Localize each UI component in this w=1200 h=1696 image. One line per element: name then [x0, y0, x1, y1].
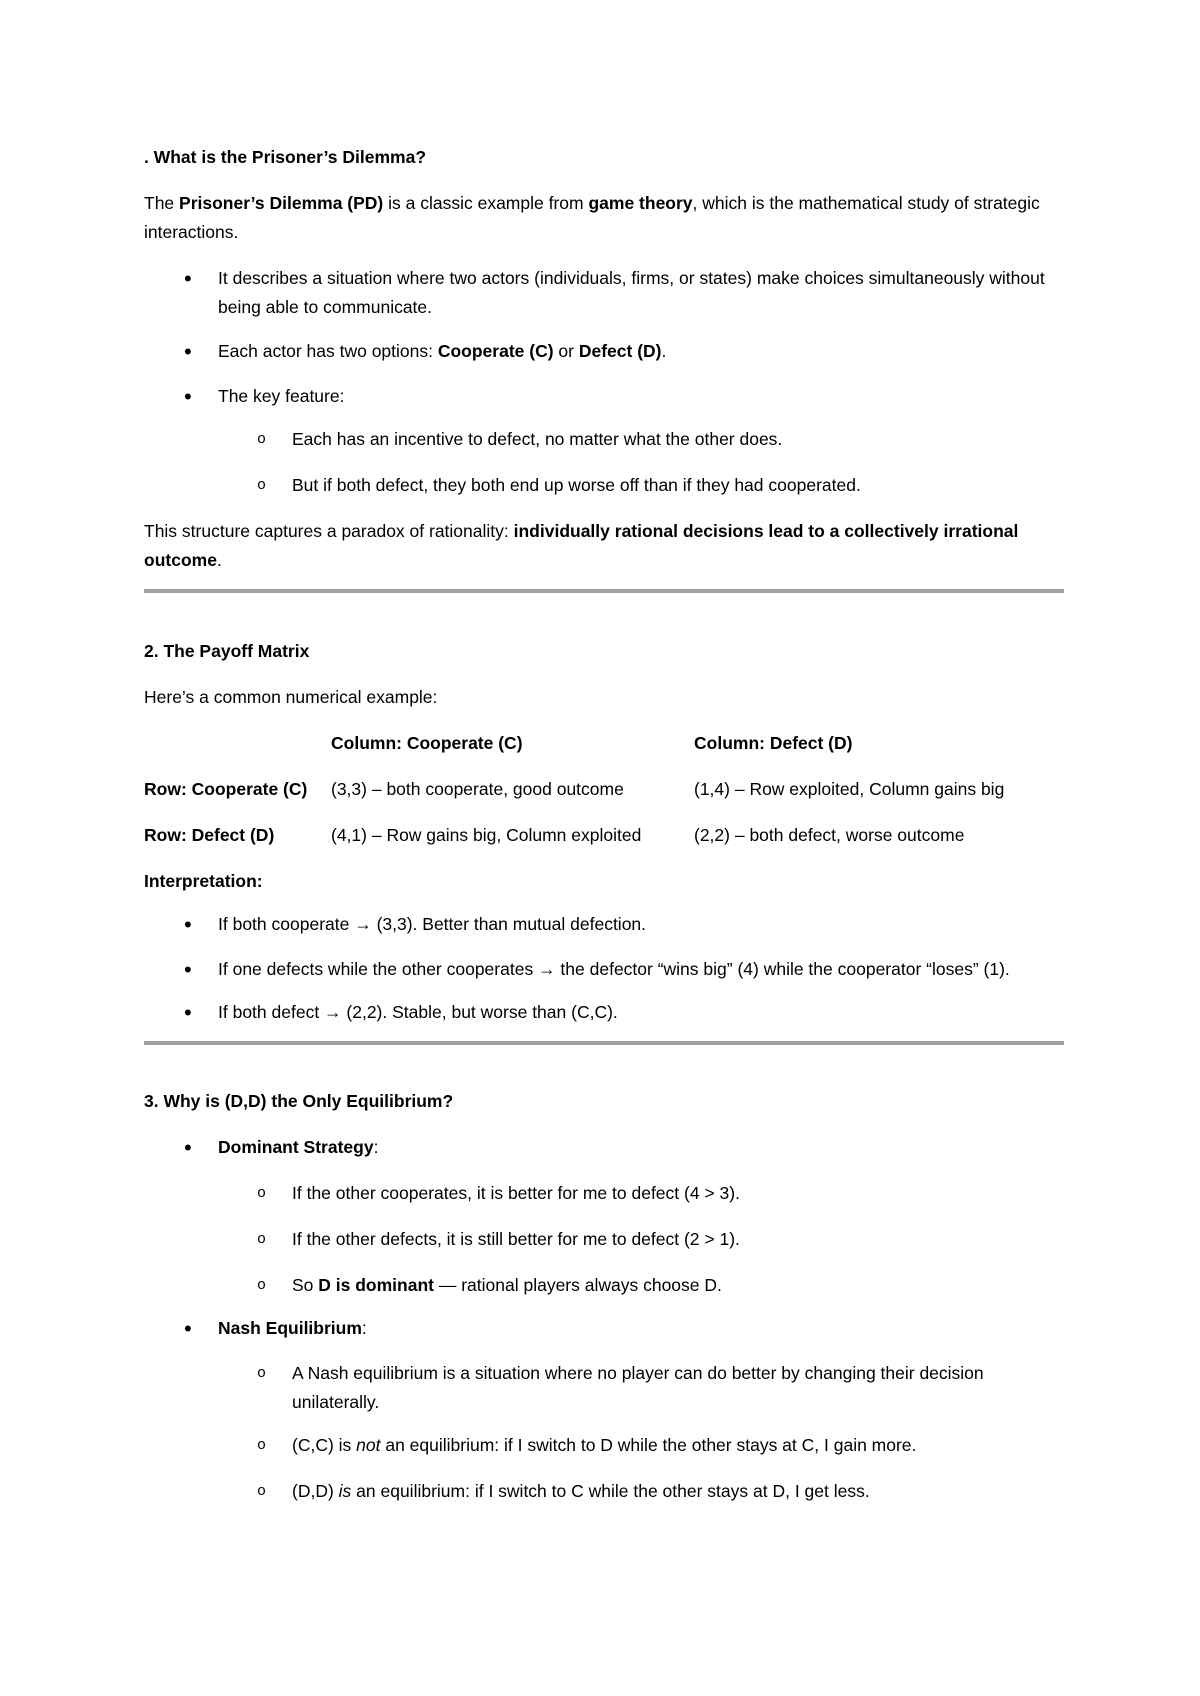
bullet-text: If both cooperate → (3,3). Better than mutual defection.: [218, 914, 647, 934]
list-item: [144, 955, 1064, 984]
nash-sub-bullets: [144, 1359, 1064, 1506]
bullet-term-defect: Defect (D): [578, 341, 662, 361]
section-2-intro: Here’s a common numerical example:: [144, 687, 438, 707]
sub-bullet-text: So: [292, 1275, 319, 1295]
section-1-sub-bullets: [144, 425, 1064, 500]
sub-bullet-text: Each has an incentive to defect, no matter what the other does.: [292, 429, 783, 449]
horizontal-divider: [144, 589, 1064, 593]
section-3-bullets: [144, 1314, 1064, 1343]
sub-bullet-text: If the other defects, it is still better for me to defect (2 > 1).: [292, 1229, 740, 1249]
sub-bullet-text: — rational players always choose D.: [433, 1275, 722, 1295]
bullet-text: .: [661, 341, 667, 361]
list-item: [144, 1133, 1064, 1162]
document-content: [144, 143, 1064, 1506]
matrix-cell: (3,3) – both cooperate, good outcome: [331, 779, 624, 799]
intro-text: The: [144, 193, 180, 213]
list-item: [144, 1359, 1064, 1417]
sub-bullet-text: an equilibrium: if I switch to D while the other stays at C, I gain more.: [380, 1435, 917, 1455]
list-item: [144, 1179, 1064, 1208]
sub-bullet-text: A Nash equilibrium is a situation where no player can do better by changing their decision unilaterally.: [292, 1363, 984, 1412]
section-1-bullets: [144, 264, 1064, 411]
list-item: [144, 264, 1064, 322]
matrix-cell: (4,1) – Row gains big, Column exploited: [331, 825, 642, 845]
matrix-row: [144, 821, 1064, 867]
matrix-col-header: Column: Defect (D): [694, 733, 853, 753]
payoff-matrix: [144, 729, 1064, 867]
section-1-heading: . What is the Prisoner’s Dilemma?: [144, 147, 427, 167]
sub-bullet-text: an equilibrium: if I switch to C while the other stays at D, I get less.: [351, 1481, 870, 1501]
interpretation-bullets: [144, 910, 1064, 1027]
matrix-cell: (2,2) – both defect, worse outcome: [694, 825, 965, 845]
list-item: [144, 1477, 1064, 1506]
intro-text: is a classic example from: [383, 193, 589, 213]
sub-bullet-text: (C,C) is: [292, 1435, 357, 1455]
dominant-emphasis: D is dominant: [318, 1275, 434, 1295]
list-item: [144, 425, 1064, 454]
section-3-heading: 3. Why is (D,D) the Only Equilibrium?: [144, 1091, 454, 1111]
nash-equilibrium-label: Nash Equilibrium: [218, 1318, 362, 1338]
bullet-text: If one defects while the other cooperates → the defector “wins big” (4) while the cooperator “loses” (1).: [218, 959, 1010, 979]
conclusion-text: This structure captures a paradox of rationality:: [144, 521, 514, 541]
italic-not: not: [356, 1435, 381, 1455]
list-item: [144, 382, 1064, 411]
list-item: [144, 910, 1064, 939]
list-item: [144, 998, 1064, 1027]
matrix-row: [144, 775, 1064, 821]
horizontal-divider: [144, 1041, 1064, 1045]
bullet-text: :: [361, 1318, 367, 1338]
italic-is: is: [338, 1481, 352, 1501]
intro-text: , which is the mathematical study of strategic interactions.: [144, 193, 1040, 242]
section-2-heading: 2. The Payoff Matrix: [144, 641, 310, 661]
interpretation-heading: Interpretation:: [144, 871, 263, 891]
section-1-conclusion: [144, 517, 1064, 575]
intro-term-game-theory: game theory: [588, 193, 693, 213]
bullet-text: or: [553, 341, 579, 361]
list-item: [144, 1431, 1064, 1460]
bullet-text: :: [373, 1137, 379, 1157]
list-item: [144, 1271, 1064, 1300]
matrix-row-header: Row: Cooperate (C): [144, 779, 308, 799]
bullet-text: It describes a situation where two actors (individuals, firms, or states) make choices simultaneously without being able to communicate.: [218, 268, 1045, 317]
conclusion-emphasis: individually rational decisions lead to a collectively irrational outcome: [144, 521, 1019, 570]
matrix-cell: (1,4) – Row exploited, Column gains big: [694, 779, 1005, 799]
matrix-header-row: [144, 729, 1064, 775]
list-item: [144, 1314, 1064, 1343]
section-1-intro: [144, 189, 1064, 247]
bullet-text: If both defect → (2,2). Stable, but worse than (C,C).: [218, 1002, 618, 1022]
intro-term-pd: Prisoner’s Dilemma (PD): [179, 193, 384, 213]
bullet-term-cooperate: Cooperate (C): [437, 341, 554, 361]
list-item: [144, 337, 1064, 366]
matrix-corner: [144, 729, 331, 775]
bullet-text: The key feature:: [218, 386, 345, 406]
sub-bullet-text: But if both defect, they both end up worse off than if they had cooperated.: [292, 475, 861, 495]
sub-bullet-text: If the other cooperates, it is better for me to defect (4 > 3).: [292, 1183, 740, 1203]
section-3-bullets: [144, 1133, 1064, 1162]
dominant-strategy-label: Dominant Strategy: [218, 1137, 374, 1157]
sub-bullet-text: (D,D): [292, 1481, 339, 1501]
list-item: [144, 1225, 1064, 1254]
conclusion-text: .: [216, 550, 222, 570]
bullet-text: Each actor has two options:: [218, 341, 438, 361]
matrix-row-header: Row: Defect (D): [144, 825, 275, 845]
dominant-sub-bullets: [144, 1179, 1064, 1300]
matrix-col-header: Column: Cooperate (C): [331, 733, 523, 753]
list-item: [144, 471, 1064, 500]
